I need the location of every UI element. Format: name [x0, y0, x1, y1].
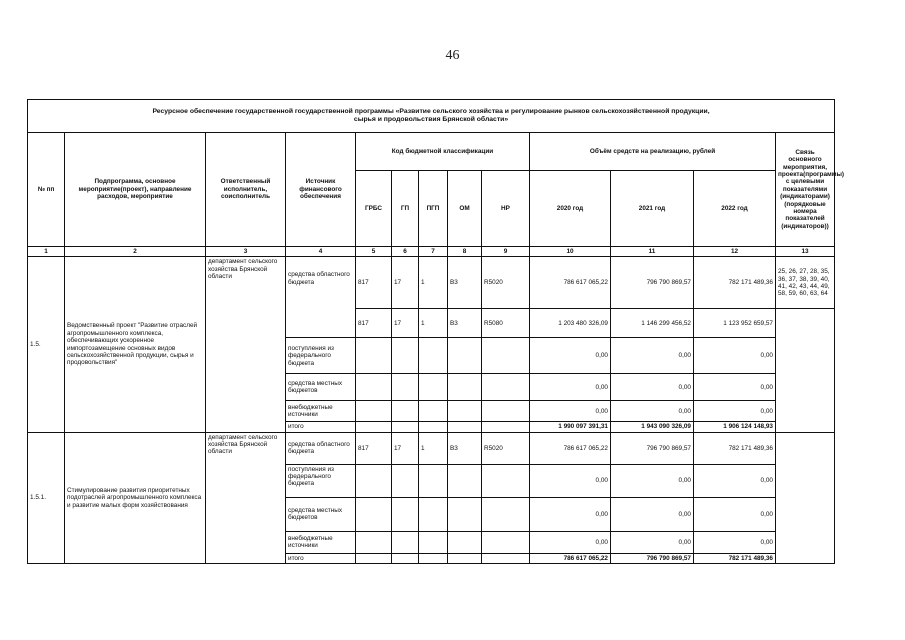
header-num: № пп	[28, 133, 65, 247]
gp-cell	[392, 553, 419, 563]
grbs-cell	[356, 497, 392, 531]
gp-cell: 17	[392, 432, 419, 464]
grbs-cell	[356, 553, 392, 563]
amount-2020: 786 617 065,22	[530, 432, 611, 464]
header-pgp: ПГП	[419, 171, 448, 247]
pgp-cell	[419, 422, 448, 432]
pgp-cell	[419, 464, 448, 497]
amount-2022: 0,00	[694, 374, 776, 401]
total-2021: 1 943 090 326,09	[611, 422, 694, 432]
financing-source-total: итого	[286, 553, 356, 563]
amount-2020: 0,00	[530, 497, 611, 531]
amount-2022: 0,00	[694, 497, 776, 531]
table-caption: Ресурсное обеспечение государственной государственной программы «Развитие сельского хозяйства и регулирование рынков сельскохозяйственной продукции, сырья и продовольствия Брянской области»	[28, 100, 835, 133]
pgp-cell	[419, 338, 448, 374]
column-number: 11	[611, 247, 694, 257]
gp-cell	[392, 338, 419, 374]
nr-cell: R5020	[482, 432, 530, 464]
header-indicator-link: Связь основного мероприятия, проекта(программы) с целевыми показателями (индикаторами) (порядковые номера показателей (индикаторов))	[776, 133, 835, 247]
om-cell	[448, 553, 482, 563]
column-number: 12	[694, 247, 776, 257]
financing-source: внебюджетные источники	[286, 531, 356, 553]
row-number: 1.5.	[28, 257, 65, 432]
amount-2021: 0,00	[611, 464, 694, 497]
amount-2022: 1 123 952 659,57	[694, 309, 776, 338]
financing-source: поступления из федерального бюджета	[286, 338, 356, 374]
om-cell	[448, 374, 482, 401]
nr-cell: R5080	[482, 309, 530, 338]
column-number: 2	[65, 247, 206, 257]
grbs-cell	[356, 374, 392, 401]
column-number-row	[28, 247, 835, 257]
table-row	[28, 432, 835, 464]
program-name: Стимулирование развития приоритетных подотраслей агропромышленного комплекса и развитие малых форм хозяйствования	[65, 432, 206, 563]
pgp-cell: 1	[419, 257, 448, 309]
om-cell: В3	[448, 432, 482, 464]
pgp-cell	[419, 531, 448, 553]
gp-cell: 17	[392, 257, 419, 309]
total-2020: 1 990 097 391,31	[530, 422, 611, 432]
financing-source: поступления из федерального бюджета	[286, 464, 356, 497]
amount-2020: 0,00	[530, 464, 611, 497]
header-2020: 2020 год	[530, 171, 611, 247]
responsible-executor: департамент сельского хозяйства Брянской области	[206, 432, 286, 563]
nr-cell	[482, 422, 530, 432]
header-gp: ГП	[392, 171, 419, 247]
responsible-executor: департамент сельского хозяйства Брянской области	[206, 257, 286, 432]
gp-cell	[392, 497, 419, 531]
header-nr: НР	[482, 171, 530, 247]
financing-source-total: итого	[286, 422, 356, 432]
header-2021: 2021 год	[611, 171, 694, 247]
amount-2022: 0,00	[694, 531, 776, 553]
gp-cell	[392, 401, 419, 422]
page-number: 46	[445, 48, 460, 63]
financing-source: средства областного бюджета	[286, 432, 356, 464]
financing-source: внебюджетные источники	[286, 401, 356, 422]
amount-2020: 0,00	[530, 338, 611, 374]
header-budget-code: Код бюджетной классификации	[356, 133, 530, 171]
column-number: 5	[356, 247, 392, 257]
header-grbs: ГРБС	[356, 171, 392, 247]
amount-2021: 796 790 869,57	[611, 432, 694, 464]
column-number: 8	[448, 247, 482, 257]
amount-2022: 782 171 489,36	[694, 432, 776, 464]
financing-source: средства местных бюджетов	[286, 374, 356, 401]
amount-2021: 0,00	[611, 374, 694, 401]
amount-2022: 0,00	[694, 464, 776, 497]
header-responsible: Ответственный исполнитель, соисполнитель	[206, 133, 286, 247]
gp-cell	[392, 464, 419, 497]
amount-2022: 782 171 489,36	[694, 257, 776, 309]
grbs-cell: 817	[356, 309, 392, 338]
gp-cell: 17	[392, 309, 419, 338]
pgp-cell	[419, 374, 448, 401]
om-cell	[448, 338, 482, 374]
header-program: Подпрограмма, основное мероприятие(проект), направление расходов, мероприятие	[65, 133, 206, 247]
column-number: 1	[28, 247, 65, 257]
amount-2020: 786 617 065,22	[530, 257, 611, 309]
om-cell	[448, 497, 482, 531]
gp-cell	[392, 531, 419, 553]
total-2020: 786 617 065,22	[530, 553, 611, 563]
amount-2021: 0,00	[611, 401, 694, 422]
header-2022: 2022 год	[694, 171, 776, 247]
pgp-cell: 1	[419, 432, 448, 464]
pgp-cell	[419, 553, 448, 563]
grbs-cell	[356, 422, 392, 432]
grbs-cell	[356, 464, 392, 497]
row-number: 1.5.1.	[28, 432, 65, 563]
gp-cell	[392, 422, 419, 432]
amount-2021: 796 790 869,57	[611, 257, 694, 309]
om-cell	[448, 531, 482, 553]
grbs-cell	[356, 531, 392, 553]
column-number: 7	[419, 247, 448, 257]
amount-2020: 0,00	[530, 374, 611, 401]
pgp-cell: 1	[419, 309, 448, 338]
table-row	[28, 257, 835, 309]
nr-cell	[482, 553, 530, 563]
amount-2020: 0,00	[530, 531, 611, 553]
financing-source: средства областного бюджета	[286, 257, 356, 338]
header-volume: Объём средств на реализацию, рублей	[530, 133, 776, 171]
header-om: ОМ	[448, 171, 482, 247]
om-cell	[448, 422, 482, 432]
financing-source: средства местных бюджетов	[286, 497, 356, 531]
column-number: 10	[530, 247, 611, 257]
indicator-numbers	[776, 432, 835, 563]
total-2022: 782 171 489,36	[694, 553, 776, 563]
total-2022: 1 906 124 148,93	[694, 422, 776, 432]
amount-2021: 1 146 299 456,52	[611, 309, 694, 338]
amount-2022: 0,00	[694, 401, 776, 422]
nr-cell	[482, 338, 530, 374]
amount-2021: 0,00	[611, 497, 694, 531]
amount-2021: 0,00	[611, 531, 694, 553]
nr-cell	[482, 401, 530, 422]
indicator-numbers: 25, 26, 27, 28, 35, 36, 37, 38, 39, 40, 41, 42, 43, 44, 49, 58, 59, 60, 63, 64	[776, 257, 835, 309]
nr-cell	[482, 531, 530, 553]
column-number: 4	[286, 247, 356, 257]
pgp-cell	[419, 497, 448, 531]
header-source: Источник финансового обеспечения	[286, 133, 356, 247]
gp-cell	[392, 374, 419, 401]
om-cell	[448, 464, 482, 497]
nr-cell	[482, 497, 530, 531]
grbs-cell	[356, 401, 392, 422]
amount-2020: 0,00	[530, 401, 611, 422]
grbs-cell: 817	[356, 257, 392, 309]
nr-cell: R5020	[482, 257, 530, 309]
om-cell: В3	[448, 257, 482, 309]
resource-table	[27, 99, 845, 564]
om-cell: В3	[448, 309, 482, 338]
nr-cell	[482, 374, 530, 401]
indicator-numbers-empty	[776, 309, 835, 432]
grbs-cell	[356, 338, 392, 374]
amount-2020: 1 203 480 326,09	[530, 309, 611, 338]
grbs-cell: 817	[356, 432, 392, 464]
column-number: 9	[482, 247, 530, 257]
amount-2021: 0,00	[611, 338, 694, 374]
amount-2022: 0,00	[694, 338, 776, 374]
total-2021: 796 790 869,57	[611, 553, 694, 563]
pgp-cell	[419, 401, 448, 422]
column-number: 3	[206, 247, 286, 257]
column-number: 13	[776, 247, 835, 257]
program-name: Ведомственный проект "Развитие отраслей агропромышленного комплекса, обеспечивающих ускоренное импортозамещение основных видов сельскохозяйственной продукции, сырья и продовольствия"	[65, 257, 206, 432]
column-number: 6	[392, 247, 419, 257]
nr-cell	[482, 464, 530, 497]
om-cell	[448, 401, 482, 422]
